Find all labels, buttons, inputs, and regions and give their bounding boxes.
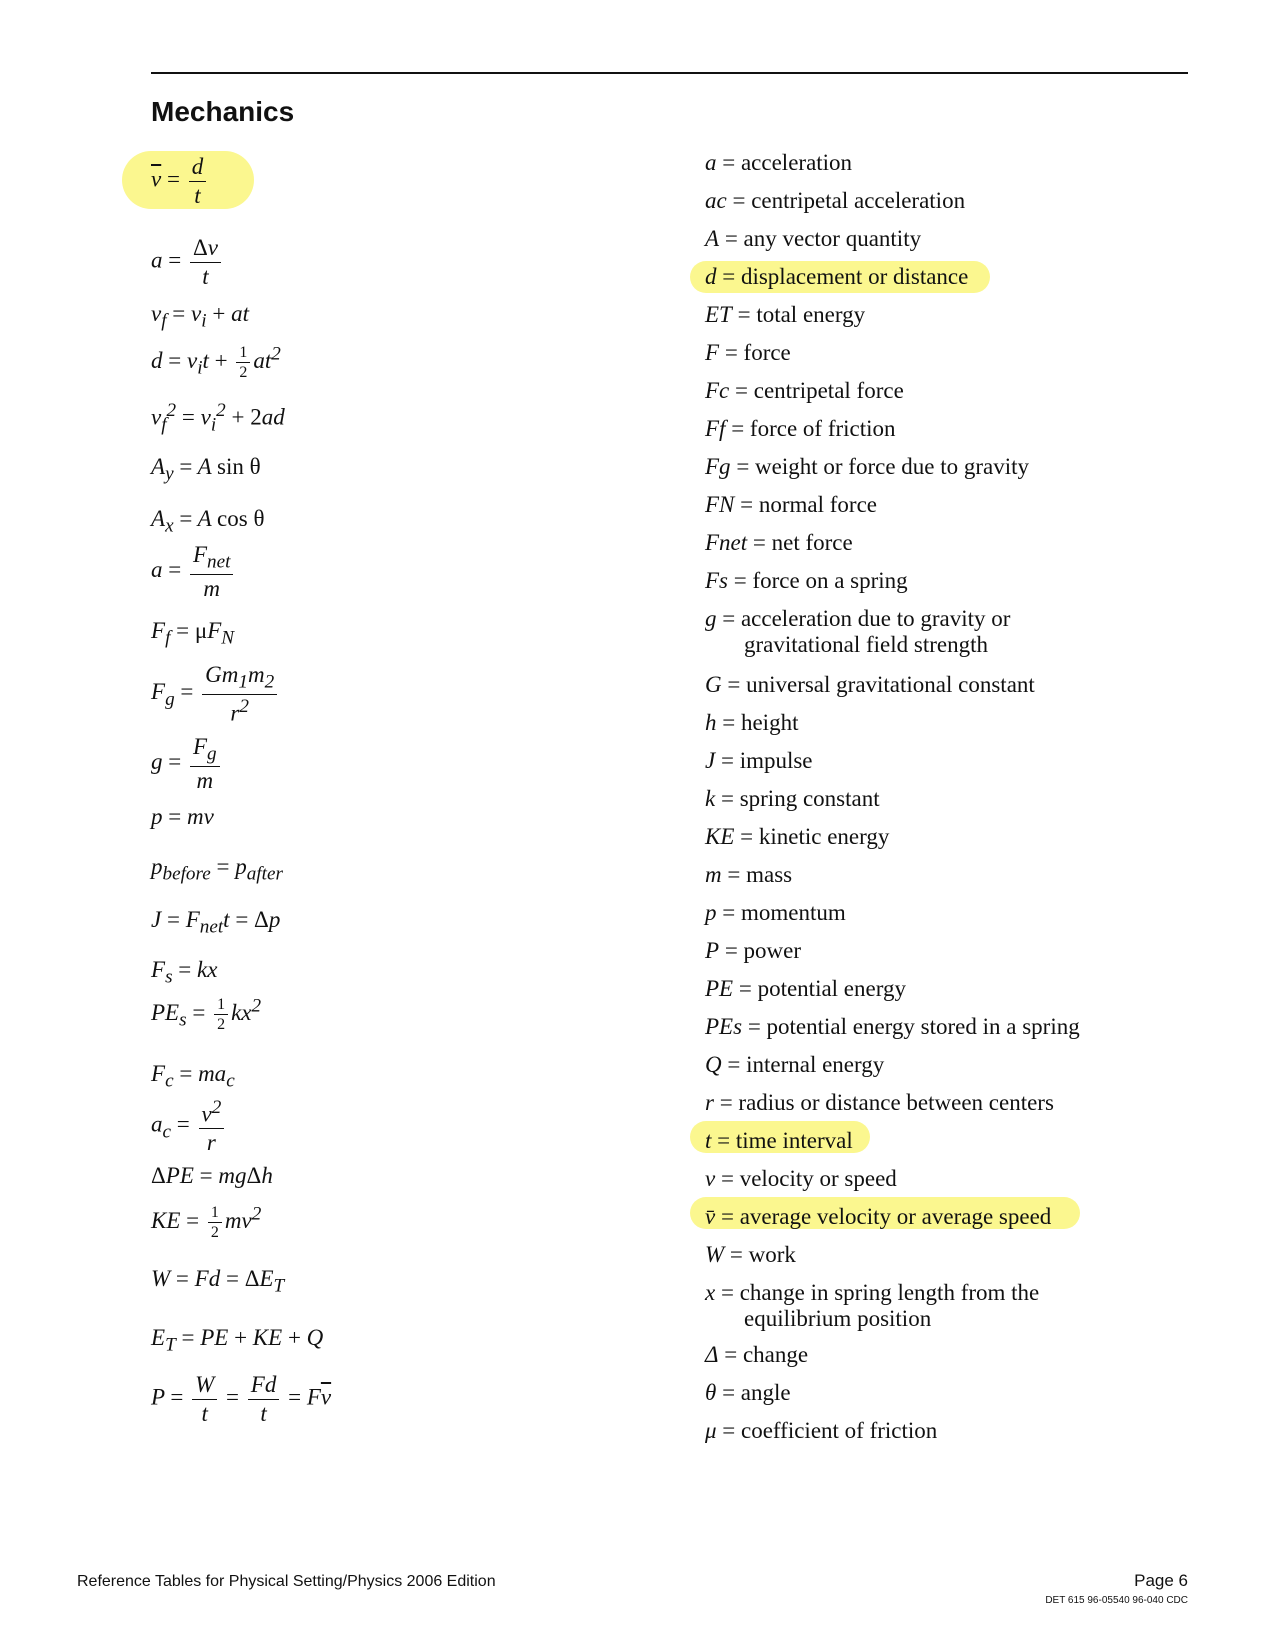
legend-row — [705, 1242, 796, 1268]
legend-symbol: Fs — [705, 568, 728, 593]
legend-row — [705, 748, 813, 774]
legend-symbol: KE — [705, 824, 735, 849]
document-code: DET 615 96-05540 96-040 CDC — [1045, 1595, 1188, 1606]
legend-definition: = force — [724, 340, 791, 365]
legend-row — [705, 264, 968, 290]
legend-symbol: PE — [705, 976, 734, 1001]
legend-definition: = any vector quantity — [724, 226, 922, 251]
legend-symbol: d — [705, 264, 717, 289]
legend-row — [705, 1014, 1080, 1040]
formula-spring-pe: $PE_s$ = $\frac{1}{2}$ $kx^2$ — [151, 995, 262, 1034]
legend-continuation: gravitational field strength — [744, 632, 988, 658]
legend-symbol: Fg — [705, 454, 731, 479]
legend-symbol: PEs — [705, 1014, 743, 1039]
legend-row — [705, 786, 880, 812]
legend-definition: = height — [722, 710, 799, 735]
legend-definition: = centripetal force — [735, 378, 904, 403]
formula-potential-energy: ΔPE = mgΔh — [151, 1163, 273, 1188]
legend-symbol: h — [705, 710, 717, 735]
legend-symbol: θ — [705, 1380, 717, 1405]
formula-final-velocity: $v_f = v_i$ + at — [151, 301, 249, 332]
legend-continuation: equilibrium position — [744, 1306, 932, 1332]
legend-definition: = kinetic energy — [740, 824, 890, 849]
legend-definition: = displacement or distance — [722, 264, 969, 289]
formula-displacement: $d = v_it$ + $\frac{1}{2}$ $at^2$ — [151, 343, 281, 382]
legend-symbol: Ff — [705, 416, 726, 441]
legend-row — [705, 606, 1010, 659]
formula-conservation: $p_{before} = p_{after}$ — [151, 854, 283, 885]
legend-row — [705, 1280, 1039, 1333]
legend-definition: = potential energy — [738, 976, 906, 1001]
legend-symbol: Δ — [705, 1342, 719, 1367]
legend-row — [705, 302, 865, 328]
legend-row — [705, 672, 1035, 698]
legend-definition: = centripetal acceleration — [732, 188, 966, 213]
legend-definition: = potential energy stored in a spring — [747, 1014, 1080, 1039]
legend-row — [705, 1052, 884, 1078]
legend-symbol: FN — [705, 492, 735, 517]
legend-definition: = time interval — [717, 1128, 853, 1153]
legend-row — [705, 1380, 791, 1406]
legend-row — [705, 976, 906, 1002]
legend-row — [705, 1204, 1051, 1230]
legend-row — [705, 492, 877, 518]
formula-spring-force: $F_s$ = kx — [151, 957, 218, 988]
footer-page-info — [1045, 1571, 1188, 1606]
legend-symbol: g — [705, 606, 717, 631]
legend-definition: = internal energy — [727, 1052, 885, 1077]
formula-acceleration: a = $\frac{\Delta v}{t}$ — [151, 234, 224, 290]
formula-ax: $A_x = A$ cos θ — [151, 506, 265, 537]
legend-definition: = acceleration due to gravity or — [722, 606, 1011, 631]
legend-row — [705, 1128, 853, 1154]
legend-definition: = weight or force due to gravity — [736, 454, 1030, 479]
legend-symbol: r — [705, 1090, 714, 1115]
legend-row — [705, 938, 801, 964]
legend-row — [705, 900, 846, 926]
legend-symbol: Fnet — [705, 530, 748, 555]
legend-row — [705, 1090, 1054, 1116]
formula-centripetal-acc: $a_c$ = $\frac{v^2}{r}$ — [151, 1096, 227, 1157]
formula-momentum: p = mv — [151, 804, 214, 829]
legend-row — [705, 150, 852, 176]
legend-definition: = average velocity or average speed — [720, 1204, 1052, 1229]
page-number: Page 6 — [1134, 1571, 1188, 1590]
legend-definition: = angle — [722, 1380, 791, 1405]
legend-row — [705, 378, 904, 404]
formula-centripetal-force: $F_c = ma_c$ — [151, 1061, 235, 1092]
legend-symbol: ac — [705, 188, 727, 213]
legend-definition: = net force — [752, 530, 853, 555]
legend-definition: = force of friction — [731, 416, 896, 441]
legend-definition: = acceleration — [722, 150, 853, 175]
legend-definition: = total energy — [737, 302, 866, 327]
legend-symbol: x — [705, 1280, 716, 1305]
legend-definition: = universal gravitational constant — [727, 672, 1035, 697]
footer-title: Reference Tables for Physical Setting/Physics 2006 Edition — [77, 1573, 496, 1590]
legend-row — [705, 824, 889, 850]
formula-average-velocity: $\overline{v}$ = $\frac{d}{t}$ — [151, 153, 209, 209]
legend-row — [705, 530, 853, 556]
legend-definition: = impulse — [720, 748, 813, 773]
formula-ay: $A_y = A$ sin θ — [151, 454, 261, 485]
legend-definition: = velocity or speed — [720, 1166, 897, 1191]
legend-symbol: p — [705, 900, 717, 925]
legend-definition: = power — [724, 938, 802, 963]
formula-gravitation: $F_g$ = $\frac{Gm_1m_2}{r^2}$ — [151, 661, 280, 727]
formula-work: $W = Fd = \Delta E_T$ — [151, 1266, 285, 1297]
legend-symbol: m — [705, 862, 722, 887]
formula-friction: $F_f = \mu F_N$ — [151, 618, 235, 649]
legend-row — [705, 1166, 897, 1192]
section-title: Mechanics — [151, 96, 295, 127]
legend-symbol: A — [705, 226, 720, 251]
legend-row — [705, 454, 1029, 480]
legend-row — [705, 1342, 808, 1368]
legend-definition: = momentum — [722, 900, 846, 925]
legend-symbol: v — [705, 1166, 716, 1191]
formula-gravity-field: g = $\frac{F_g}{m}$ — [151, 733, 223, 794]
legend-symbol: P — [705, 938, 720, 963]
legend-definition: = mass — [727, 862, 793, 887]
legend-definition: = radius or distance between centers — [719, 1090, 1054, 1115]
legend-symbol: a — [705, 150, 717, 175]
legend-row — [705, 340, 791, 366]
legend-row — [705, 1418, 937, 1444]
legend-symbol: t — [705, 1128, 712, 1153]
legend-symbol: F — [705, 340, 720, 365]
legend-row — [705, 710, 798, 736]
legend-row — [705, 188, 965, 214]
legend-row — [705, 568, 908, 594]
legend-definition: = change in spring length from the — [720, 1280, 1040, 1305]
legend-definition: = spring constant — [720, 786, 880, 811]
legend-symbol: μ — [705, 1418, 717, 1443]
formula-newton-second: a = $\frac{F_{net}}{m}$ — [151, 541, 236, 602]
legend-row — [705, 226, 921, 252]
formula-velocity-squared: $v_f^2 = v_i^2 + 2ad$ — [151, 400, 285, 436]
legend-symbol: G — [705, 672, 722, 697]
legend-row — [705, 416, 896, 442]
formula-kinetic-energy: KE = $\frac{1}{2}$ $mv^2$ — [151, 1203, 262, 1242]
legend-symbol: Q — [705, 1052, 722, 1077]
formula-power: P = $\frac{W}{t}$ = $\frac{Fd}{t}$ = $F\overline{v}$ — [151, 1372, 332, 1426]
legend-definition: = coefficient of friction — [722, 1418, 938, 1443]
formula-impulse: $J = F_{net}t = \Delta p$ — [151, 907, 281, 938]
legend-symbol: v̄ — [705, 1204, 716, 1229]
legend-row — [705, 862, 792, 888]
legend-symbol: J — [705, 748, 716, 773]
legend-definition: = work — [729, 1242, 796, 1267]
legend-symbol: W — [705, 1242, 725, 1267]
legend-symbol: Fc — [705, 378, 730, 403]
legend-definition: = change — [724, 1342, 809, 1367]
legend-definition: = normal force — [740, 492, 877, 517]
legend-symbol: k — [705, 786, 716, 811]
legend-definition: = force on a spring — [733, 568, 908, 593]
legend-symbol: ET — [705, 302, 732, 327]
formula-total-energy: $E_T$ = PE + KE + Q — [151, 1325, 324, 1356]
top-rule — [151, 72, 1188, 74]
